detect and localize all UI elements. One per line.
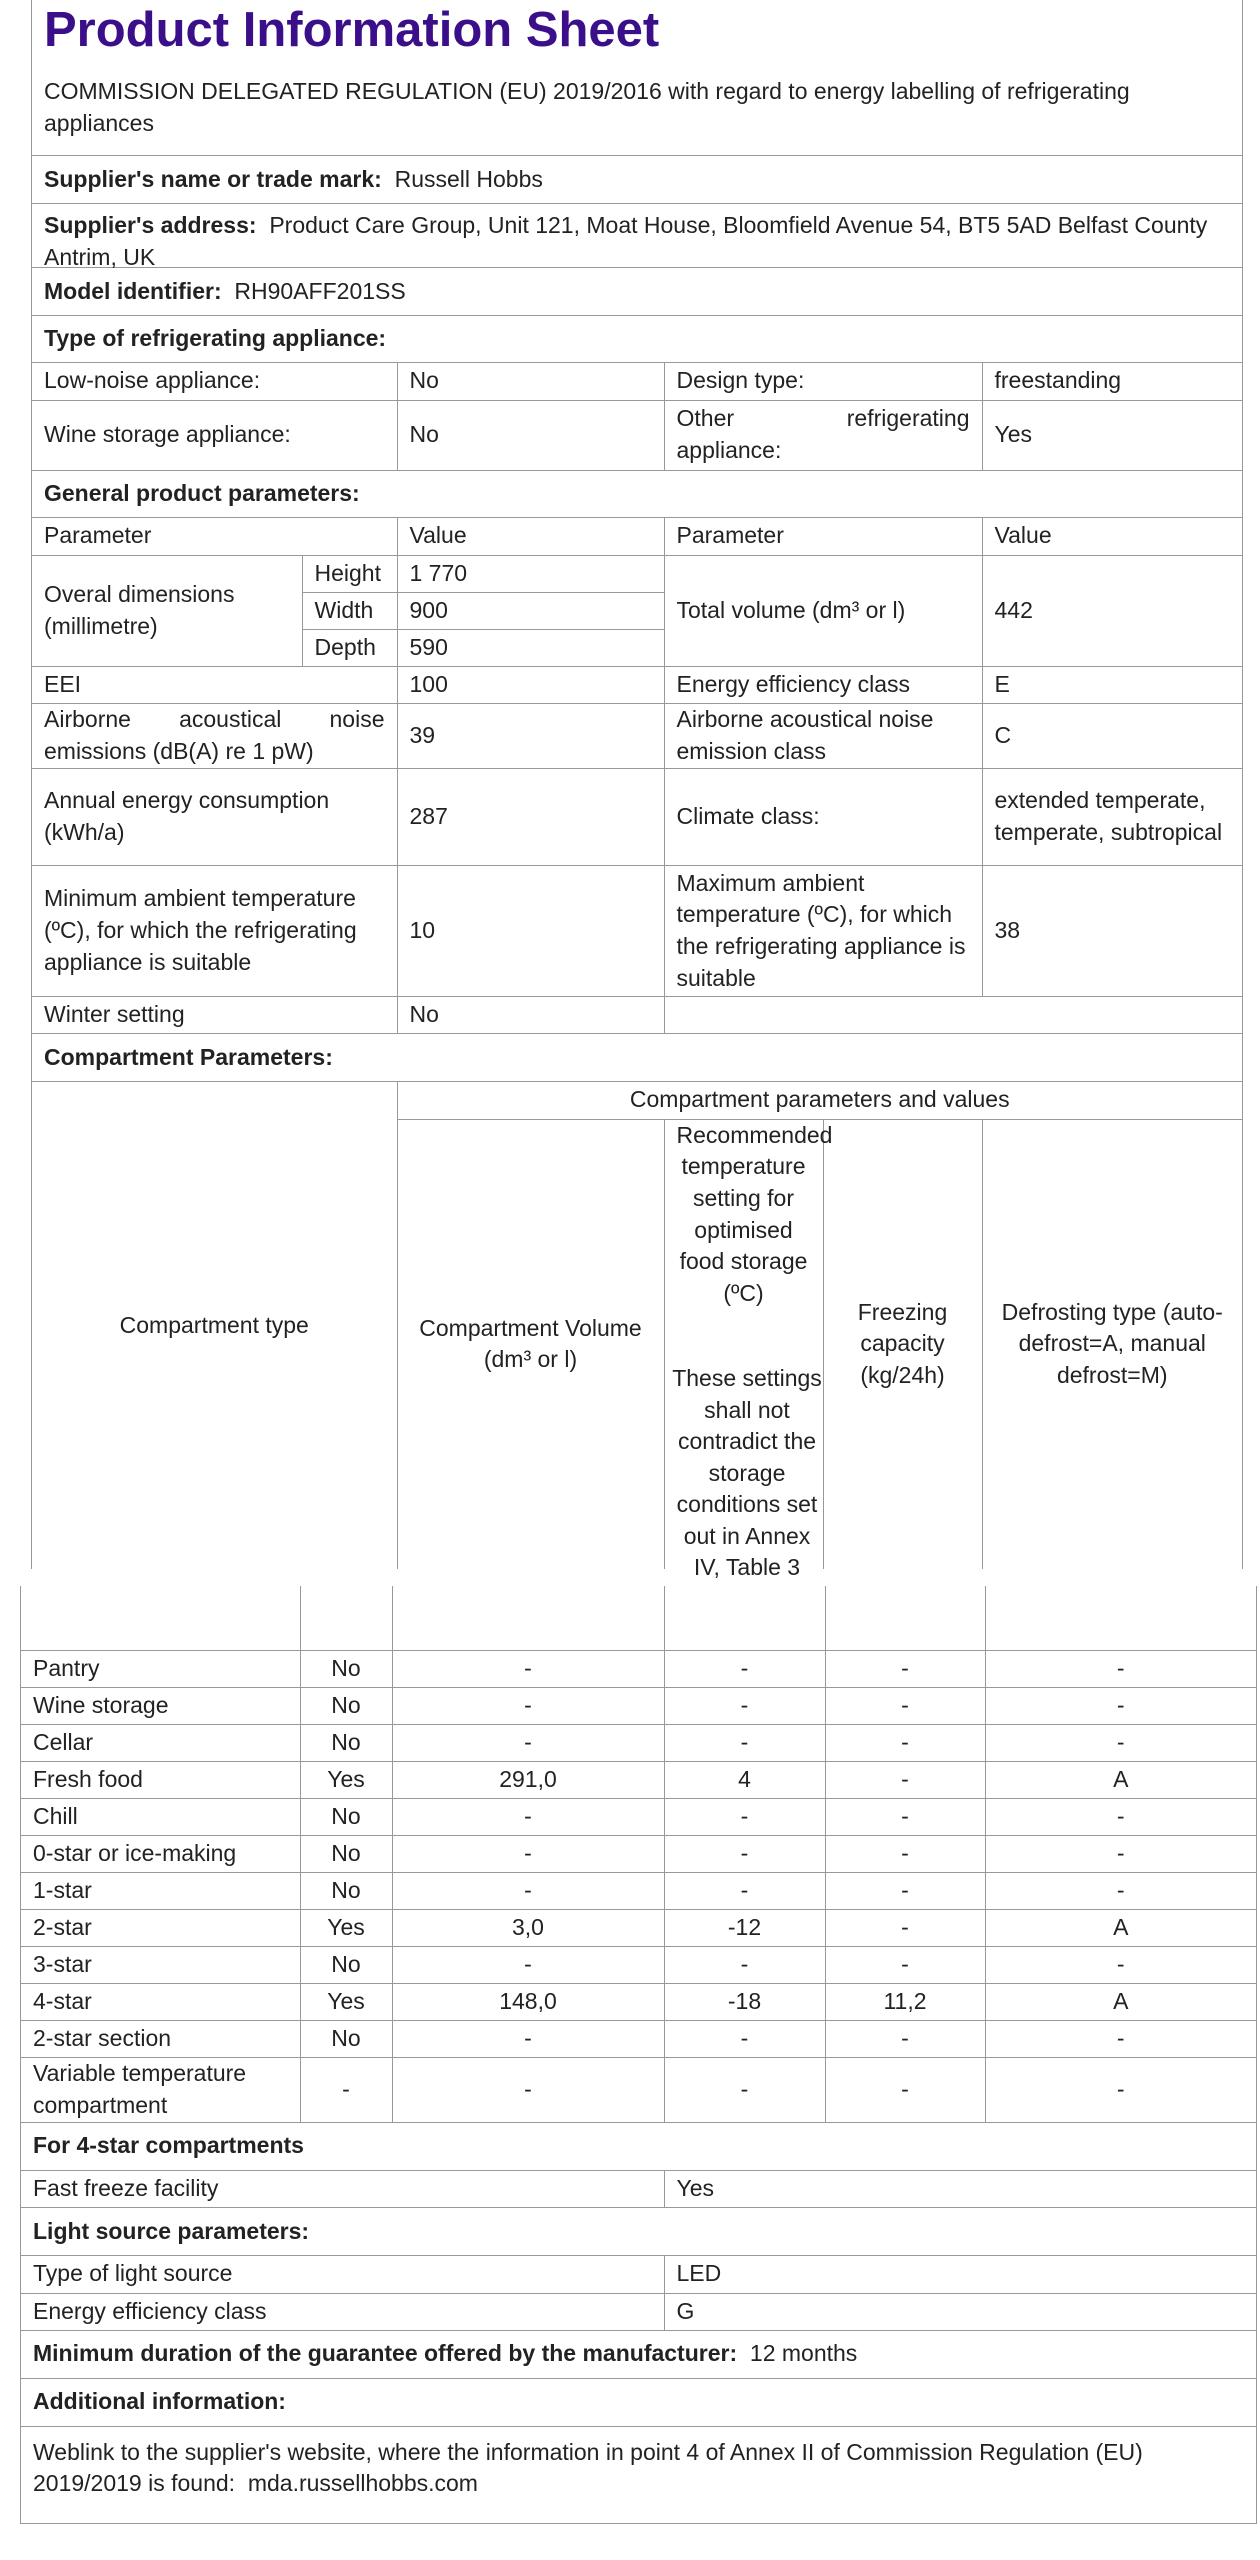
fast-freeze-label: Fast freeze facility bbox=[21, 2171, 664, 2208]
weblink-row bbox=[21, 2427, 1256, 2523]
annual-energy-value: 287 bbox=[397, 769, 664, 866]
compartment-temp: - bbox=[664, 1946, 825, 1983]
compartment-defrost: - bbox=[985, 2020, 1256, 2057]
min-temp-label: Minimum ambient temperature (ºC), for which the refrigerating appliance is suitable bbox=[32, 866, 397, 997]
compartment-freezing: - bbox=[825, 1872, 985, 1909]
light-heading: Light source parameters: bbox=[21, 2208, 1256, 2256]
compartment-name: 3-star bbox=[21, 1946, 300, 1983]
compartment-name: Variable temperature compartment bbox=[21, 2057, 300, 2122]
compartment-freezing: - bbox=[825, 1946, 985, 1983]
compartment-volume: 3,0 bbox=[392, 1909, 664, 1946]
compartment-name: Cellar bbox=[21, 1724, 300, 1761]
compartment-row bbox=[21, 1761, 1256, 1798]
compartment-defrost: - bbox=[985, 1798, 1256, 1835]
compartment-volume: - bbox=[392, 1798, 664, 1835]
fast-freeze-table bbox=[21, 2171, 1256, 2209]
fast-freeze-value: Yes bbox=[664, 2171, 1256, 2208]
compartment-name: 2-star section bbox=[21, 2020, 300, 2057]
compartment-defrost: A bbox=[985, 1761, 1256, 1798]
param-header-2: Parameter bbox=[664, 518, 982, 556]
compartment-defrost: A bbox=[985, 1983, 1256, 2020]
defrost-header: Defrosting type (auto-defrost=A, manual defrost=M) bbox=[982, 1119, 1242, 1569]
compartment-heading: Compartment Parameters: bbox=[32, 1034, 1242, 1082]
noise-class-label: Airborne acoustical noise emission class bbox=[664, 704, 982, 769]
compartment-freezing: - bbox=[825, 1798, 985, 1835]
spacer-cell bbox=[825, 1586, 985, 1650]
compartment-name: 1-star bbox=[21, 1872, 300, 1909]
compartment-row bbox=[21, 1872, 1256, 1909]
spacer-cell bbox=[21, 1586, 300, 1650]
light-class-label: Energy efficiency class bbox=[21, 2293, 664, 2330]
additional-heading: Additional information: bbox=[21, 2379, 1256, 2427]
winter-label: Winter setting bbox=[32, 997, 397, 1034]
compartment-temp: -12 bbox=[664, 1909, 825, 1946]
compartment-present: Yes bbox=[300, 1761, 392, 1798]
compartment-present: No bbox=[300, 1835, 392, 1872]
other-appliance-value: Yes bbox=[982, 400, 1242, 470]
compartment-defrost: - bbox=[985, 1687, 1256, 1724]
compartment-row bbox=[21, 2057, 1256, 2122]
compartment-temp: - bbox=[664, 2020, 825, 2057]
noise-label: Airborne acoustical noise emissions (dB(A) re 1 pW) bbox=[32, 704, 397, 769]
other-appliance-label: Other refrigerating appliance: bbox=[664, 400, 982, 470]
product-sheet-top bbox=[31, 0, 1243, 1569]
compartment-row bbox=[21, 1724, 1256, 1761]
volume-header: Compartment Volume (dm³ or l) bbox=[397, 1119, 664, 1569]
guarantee-row bbox=[21, 2331, 1256, 2379]
value-header-2: Value bbox=[982, 518, 1242, 556]
noise-value: 39 bbox=[397, 704, 664, 769]
supplier-row bbox=[32, 156, 1242, 204]
compartment-present: No bbox=[300, 1946, 392, 1983]
compartment-defrost: - bbox=[985, 1872, 1256, 1909]
compartment-volume: 291,0 bbox=[392, 1761, 664, 1798]
compartment-row bbox=[21, 1909, 1256, 1946]
model-label: Model identifier: bbox=[44, 277, 222, 304]
width-label: Width bbox=[302, 593, 397, 630]
compartment-volume: - bbox=[392, 1946, 664, 1983]
eei-label: EEI bbox=[32, 667, 397, 704]
compartment-volume: - bbox=[392, 1835, 664, 1872]
freezing-header: Freezing capacity (kg/24h) bbox=[823, 1119, 982, 1569]
compartments-table bbox=[21, 1586, 1256, 2123]
compartment-defrost: - bbox=[985, 1835, 1256, 1872]
empty-cell bbox=[664, 997, 1242, 1034]
compartment-row bbox=[21, 1798, 1256, 1835]
compartment-row bbox=[21, 2020, 1256, 2057]
compartment-row bbox=[21, 1687, 1256, 1724]
compartment-volume: - bbox=[392, 1650, 664, 1687]
spacer-cell bbox=[300, 1586, 392, 1650]
compartment-temp: - bbox=[664, 1835, 825, 1872]
general-parameters-table bbox=[32, 518, 1242, 1035]
compartment-row bbox=[21, 1835, 1256, 1872]
compartment-temp: -18 bbox=[664, 1983, 825, 2020]
compartment-freezing: - bbox=[825, 2020, 985, 2057]
compartment-present: - bbox=[300, 2057, 392, 2122]
temp-header: Recommended temperature setting for optimised food storage (ºC) bbox=[676, 1121, 833, 1307]
supplier-value: Russell Hobbs bbox=[394, 165, 543, 192]
depth-label: Depth bbox=[302, 630, 397, 667]
compartment-header-table bbox=[32, 1082, 1242, 1569]
compartment-temp: - bbox=[664, 1798, 825, 1835]
light-class-value: G bbox=[664, 2293, 1256, 2330]
compartment-present: No bbox=[300, 1724, 392, 1761]
compartment-volume: 148,0 bbox=[392, 1983, 664, 2020]
compartment-name: 0-star or ice-making bbox=[21, 1835, 300, 1872]
compartment-defrost: - bbox=[985, 1724, 1256, 1761]
max-temp-value: 38 bbox=[982, 866, 1242, 997]
height-value: 1 770 bbox=[397, 556, 664, 593]
width-value: 900 bbox=[397, 593, 664, 630]
page-title: Product Information Sheet bbox=[44, 3, 660, 57]
wine-storage-value: No bbox=[397, 400, 664, 470]
low-noise-value: No bbox=[397, 363, 664, 400]
compartment-volume: - bbox=[392, 2057, 664, 2122]
compartment-row bbox=[21, 1983, 1256, 2020]
energy-class-label: Energy efficiency class bbox=[664, 667, 982, 704]
general-heading: General product parameters: bbox=[32, 471, 1242, 518]
compartment-present: No bbox=[300, 1687, 392, 1724]
compartment-freezing: - bbox=[825, 1835, 985, 1872]
supplier-label: Supplier's name or trade mark: bbox=[44, 165, 382, 192]
winter-value: No bbox=[397, 997, 664, 1034]
compartment-defrost: - bbox=[985, 1946, 1256, 1983]
compartment-volume: - bbox=[392, 1724, 664, 1761]
compartment-present: Yes bbox=[300, 1909, 392, 1946]
compartment-name: Wine storage bbox=[21, 1687, 300, 1724]
model-row bbox=[32, 268, 1242, 316]
compartment-temp: 4 bbox=[664, 1761, 825, 1798]
compartment-defrost: - bbox=[985, 2057, 1256, 2122]
compartment-present: Yes bbox=[300, 1983, 392, 2020]
compartment-freezing: - bbox=[825, 1650, 985, 1687]
compartment-name: Chill bbox=[21, 1798, 300, 1835]
annual-energy-label: Annual energy consumption (kWh/a) bbox=[32, 769, 397, 866]
depth-value: 590 bbox=[397, 630, 664, 667]
compartment-name: Pantry bbox=[21, 1650, 300, 1687]
compartment-freezing: 11,2 bbox=[825, 1983, 985, 2020]
compartment-row bbox=[21, 1650, 1256, 1687]
compartment-volume: - bbox=[392, 1872, 664, 1909]
value-header: Value bbox=[397, 518, 664, 556]
light-type-label: Type of light source bbox=[21, 2256, 664, 2293]
total-volume-value: 442 bbox=[982, 556, 1242, 667]
compartment-defrost: - bbox=[985, 1650, 1256, 1687]
compartment-defrost: A bbox=[985, 1909, 1256, 1946]
compartment-freezing: - bbox=[825, 1761, 985, 1798]
compartment-row bbox=[21, 1946, 1256, 1983]
compartment-volume: - bbox=[392, 1687, 664, 1724]
compartment-name: 4-star bbox=[21, 1983, 300, 2020]
light-type-value: LED bbox=[664, 2256, 1256, 2293]
spacer-cell bbox=[664, 1586, 825, 1650]
climate-class-label: Climate class: bbox=[664, 769, 982, 866]
noise-class-value: C bbox=[982, 704, 1242, 769]
max-temp-label: Maximum ambient temperature (ºC), for which the refrigerating appliance is suitable bbox=[664, 866, 982, 997]
compartment-temp: - bbox=[664, 1872, 825, 1909]
compartment-present: No bbox=[300, 1872, 392, 1909]
spacer-cell bbox=[392, 1586, 664, 1650]
compartment-present: No bbox=[300, 2020, 392, 2057]
compartment-volume: - bbox=[392, 2020, 664, 2057]
address-row bbox=[32, 204, 1242, 268]
compartment-name: 2-star bbox=[21, 1909, 300, 1946]
design-type-label: Design type: bbox=[664, 363, 982, 400]
compartment-temp: - bbox=[664, 1724, 825, 1761]
weblink-value: mda.russellhobbs.com bbox=[247, 2470, 478, 2497]
low-noise-label: Low-noise appliance: bbox=[32, 363, 397, 400]
compartment-freezing: - bbox=[825, 2057, 985, 2122]
product-sheet-bottom bbox=[20, 1586, 1257, 2524]
compartment-freezing: - bbox=[825, 1909, 985, 1946]
compartment-temp: - bbox=[664, 2057, 825, 2122]
appliance-type-table bbox=[32, 363, 1242, 471]
param-header: Parameter bbox=[32, 518, 397, 556]
design-type-value: freestanding bbox=[982, 363, 1242, 400]
regulation-text: COMMISSION DELEGATED REGULATION (EU) 2019/2016 with regard to energy labelling of refrigerating appliances bbox=[32, 62, 1242, 156]
dimensions-label: Overal dimensions (millimetre) bbox=[32, 556, 302, 667]
climate-class-value: extended temperate, temperate, subtropical bbox=[982, 769, 1242, 866]
compartment-temp: - bbox=[664, 1650, 825, 1687]
light-table bbox=[21, 2256, 1256, 2331]
weblink-label: Weblink to the supplier's website, where the information in point 4 of Annex II of Commission Regulation (EU) 2019/2019 is found: bbox=[33, 2438, 1143, 2497]
energy-class-value: E bbox=[982, 667, 1242, 704]
temp-note: These settings shall not contradict the storage conditions set out in Annex IV, Table 3 bbox=[672, 1365, 822, 1580]
type-heading: Type of refrigerating appliance: bbox=[32, 316, 1242, 363]
guarantee-value: 12 months bbox=[749, 2340, 858, 2367]
compartment-temp: - bbox=[664, 1687, 825, 1724]
model-value: RH90AFF201SS bbox=[234, 277, 406, 304]
min-temp-value: 10 bbox=[397, 866, 664, 997]
guarantee-label: Minimum duration of the guarantee offered by the manufacturer: bbox=[33, 2340, 738, 2367]
eei-value: 100 bbox=[397, 667, 664, 704]
compartment-group-header: Compartment parameters and values bbox=[397, 1082, 1242, 1119]
total-volume-label: Total volume (dm³ or l) bbox=[664, 556, 982, 667]
wine-storage-label: Wine storage appliance: bbox=[32, 400, 397, 470]
height-label: Height bbox=[302, 556, 397, 593]
compartment-present: No bbox=[300, 1650, 392, 1687]
compartment-type-header: Compartment type bbox=[32, 1082, 397, 1569]
compartment-present: No bbox=[300, 1798, 392, 1835]
spacer-cell bbox=[985, 1586, 1256, 1650]
compartment-name: Fresh food bbox=[21, 1761, 300, 1798]
four-star-heading: For 4-star compartments bbox=[21, 2123, 1256, 2171]
compartment-freezing: - bbox=[825, 1687, 985, 1724]
address-label: Supplier's address: bbox=[44, 212, 257, 238]
compartment-freezing: - bbox=[825, 1724, 985, 1761]
address-value: Product Care Group, Unit 121, Moat House, Bloomfield Avenue 54, BT5 5AD Belfast County Antrim, UK bbox=[44, 212, 1208, 270]
